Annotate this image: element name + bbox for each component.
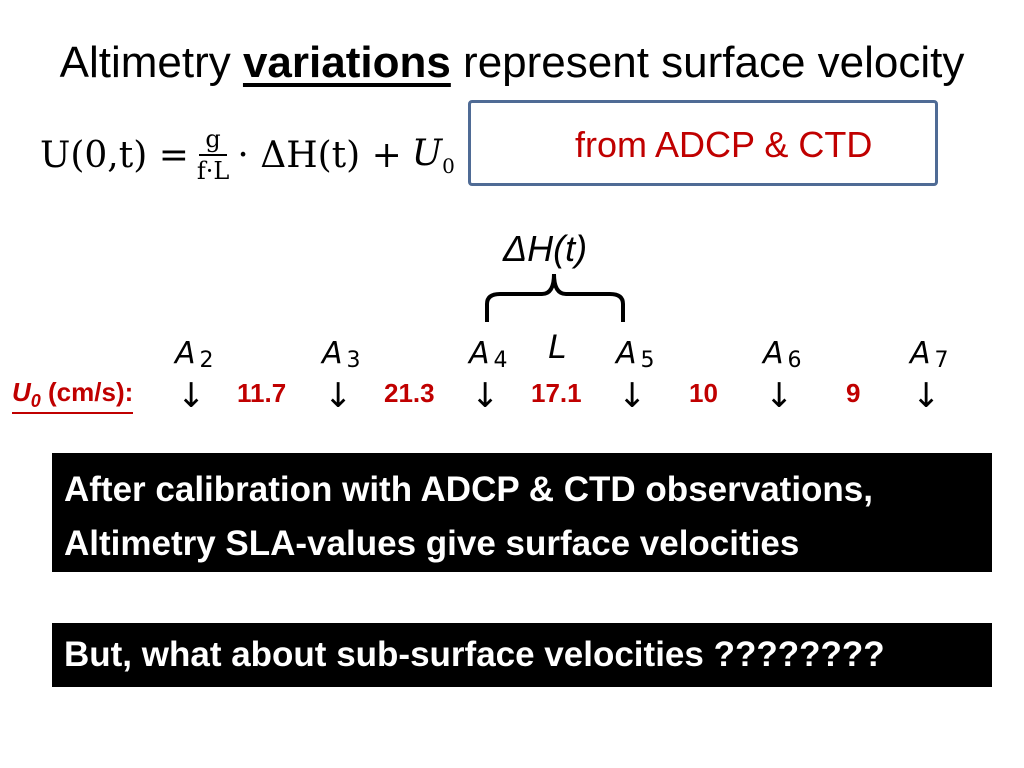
down-arrow-icon: ↓ — [324, 376, 353, 416]
station-index: 2 — [199, 348, 214, 373]
fraction-numerator: g — [199, 126, 226, 156]
station-a4 — [469, 336, 508, 373]
u0-value: 11.7 — [237, 378, 287, 408]
callout-line-1: After calibration with ADCP & CTD observations, — [64, 470, 873, 509]
u0-value: 21.3 — [384, 378, 435, 408]
velocity-formula — [40, 110, 455, 200]
u0-row-label — [12, 378, 133, 414]
down-arrow-icon: ↓ — [765, 376, 794, 416]
delta-h-label: ΔH(t) — [503, 228, 588, 269]
station-a7 — [910, 336, 949, 373]
station-a5 — [616, 336, 655, 373]
station-letter: A — [469, 336, 490, 371]
station-index: 3 — [346, 348, 361, 373]
formula-u0-subscript: 0 — [442, 153, 455, 178]
station-letter: A — [322, 336, 343, 371]
station-letter: A — [616, 336, 637, 371]
callout-line-2: Altimetry SLA-values give surface velocities — [64, 524, 800, 563]
down-arrow-icon: ↓ — [618, 376, 647, 416]
fraction-denominator: f·L — [196, 157, 230, 185]
u0-unit: (cm/s): — [40, 377, 134, 407]
station-letter: A — [910, 336, 931, 371]
u0-subscript: 0 — [30, 391, 41, 412]
brace-path — [487, 274, 623, 322]
formula-u0 — [412, 133, 455, 178]
u0-value: 17.1 — [531, 378, 582, 408]
down-arrow-icon: ↓ — [912, 376, 941, 416]
u0-symbol: U — [12, 377, 31, 407]
adcp-note-text: from ADCP & CTD — [575, 124, 873, 165]
station-a6 — [763, 336, 802, 373]
u0-value: 9 — [846, 378, 861, 408]
title-part-1: Altimetry — [59, 38, 243, 87]
title-part-2: represent surface velocity — [450, 38, 965, 87]
question-callout: But, what about sub-surface velocities ???????? — [52, 623, 992, 687]
title-emphasis: variations — [242, 38, 451, 87]
station-letter: A — [763, 336, 784, 371]
station-a2 — [175, 336, 214, 373]
station-a3 — [322, 336, 361, 373]
formula-middle: · ΔH(t) + — [237, 134, 402, 176]
station-index: 5 — [640, 348, 655, 373]
u0-value: 10 — [689, 378, 718, 408]
station-letter: A — [175, 336, 196, 371]
formula-fraction — [197, 126, 229, 185]
station-index: 6 — [787, 348, 802, 373]
down-arrow-icon: ↓ — [471, 376, 500, 416]
slide-title — [0, 38, 1024, 88]
station-index: 4 — [493, 348, 508, 373]
station-index: 7 — [934, 348, 949, 373]
calibration-callout — [52, 453, 992, 572]
down-arrow-icon: ↓ — [177, 376, 206, 416]
curly-brace-icon — [480, 270, 630, 330]
length-label: L — [548, 328, 567, 366]
formula-lhs: U(0,t) = — [40, 134, 189, 176]
formula-u0-symbol: U — [411, 132, 443, 174]
